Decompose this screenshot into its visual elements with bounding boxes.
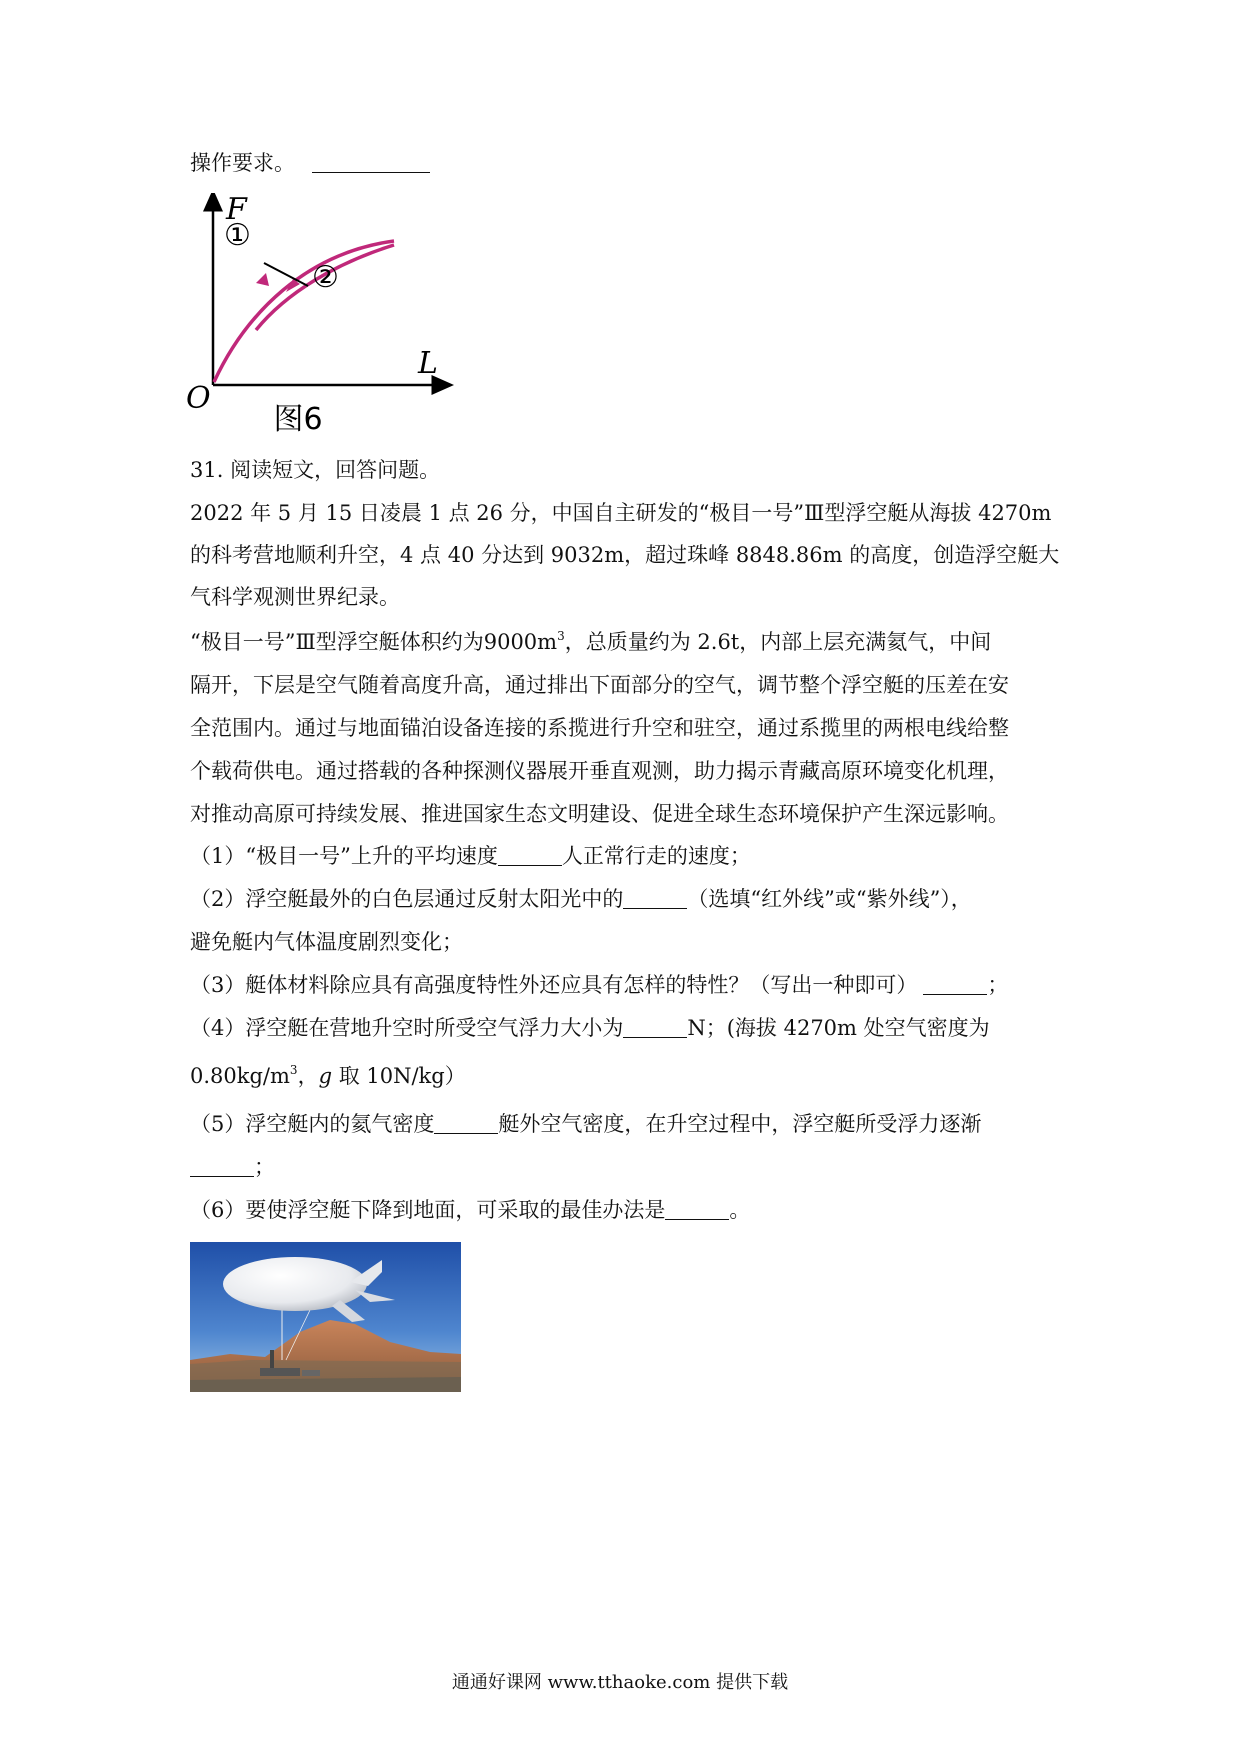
paragraph1-line1: 2022 年 5 月 15 日凌晨 1 点 26 分，中国自主研发的“极目一号”Ⅲ型浮空艇从海拔 4270m	[190, 501, 1052, 525]
question-2-cont: 避免艇内气体温度剧烈变化；	[190, 930, 463, 954]
airship-photo	[190, 1242, 461, 1392]
curve-1-label: ①	[224, 218, 251, 253]
question-5	[190, 1109, 981, 1139]
origin-label: O	[186, 381, 211, 416]
cubic-superscript: 3	[557, 629, 565, 643]
question-6	[190, 1195, 750, 1225]
curve-2-label: ②	[312, 260, 339, 295]
paragraph1-line3: 气科学观测世界纪录。	[190, 585, 400, 609]
x-axis-label: L	[418, 346, 438, 381]
question-title: 31. 阅读短文，回答问题。	[190, 458, 441, 482]
paragraph2-line1-suffix: ，总质量约为 2.6t，内部上层充满氦气，中间	[564, 630, 992, 654]
figure-caption: 图6	[273, 402, 323, 437]
ground-vehicle	[302, 1370, 320, 1376]
cubic-superscript-2: 3	[289, 1063, 298, 1077]
paragraph2-line1-prefix: “极目一号”Ⅲ型浮空艇体积约为9000m	[190, 630, 558, 654]
answer-blank	[312, 150, 430, 173]
question-1-text: （1）“极目一号”上升的平均速度	[190, 844, 498, 868]
question-2	[190, 884, 972, 914]
question-1-text-end: 人正常行走的速度；	[561, 844, 751, 868]
question-4	[190, 1013, 990, 1043]
question-6-text: （6）要使浮空艇下降到地面，可采取的最佳办法是	[190, 1198, 666, 1222]
answer-blank-5b	[190, 1154, 254, 1177]
question-2-text-end: （选填“红外线”或“紫外线”），	[687, 887, 972, 911]
curve-1	[214, 241, 394, 382]
paragraph2-line2: 隔开，下层是空气随着高度升高，通过排出下面部分的空气，调节整个浮空艇的压差在安	[190, 673, 1009, 697]
paragraph2-line5: 对推动高原可持续发展、推进国家生态文明建设、促进全球生态环境保护产生深远影响。	[190, 802, 1009, 826]
airship-hull	[223, 1257, 367, 1311]
question-4-cont	[190, 1061, 466, 1091]
question-5-text-end: ；	[254, 1155, 275, 1179]
paragraph1-line2: 的科考营地顺利升空，4 点 40 分达到 9032m，超过珠峰 8848.86m 的高度，创造浮空艇大	[190, 543, 1060, 567]
g-symbol: g	[318, 1064, 333, 1088]
question-2-text: （2）浮空艇最外的白色层通过反射太阳光中的	[190, 887, 624, 911]
paragraph2-line1	[190, 627, 991, 657]
figure-6	[186, 193, 466, 443]
question-3-text: （3）艇体材料除应具有高强度特性外还应具有怎样的特性？（写出一种即可）	[190, 973, 918, 997]
question-4-text: （4）浮空艇在营地升空时所受空气浮力大小为	[190, 1016, 624, 1040]
question-5-text: （5）浮空艇内的氦气密度	[190, 1112, 435, 1136]
comma: ，	[297, 1064, 319, 1088]
question-5-cont	[190, 1152, 275, 1182]
top-text: 操作要求。	[190, 151, 295, 175]
answer-blank-3	[923, 972, 987, 995]
answer-blank-1	[498, 843, 562, 866]
top-text-line	[190, 148, 430, 178]
paragraph2-line3: 全范围内。通过与地面锚泊设备连接的系揽进行升空和驻空，通过系揽里的两根电线给整	[190, 716, 1009, 740]
curve-1-arrow-icon	[256, 273, 269, 286]
air-density-value: 0.80kg/m	[190, 1064, 290, 1088]
y-axis-label: F	[226, 193, 247, 227]
question-1	[190, 841, 751, 871]
answer-blank-4	[623, 1015, 687, 1038]
answer-blank-6	[665, 1197, 729, 1220]
g-value: 取 10N/kg）	[332, 1064, 466, 1088]
paragraph2-line4: 个载荷供电。通过搭载的各种探测仪器展开垂直观测，助力揭示青藏高原环境变化机理，	[190, 759, 1009, 783]
question-3-text-end: ；	[987, 973, 1009, 997]
answer-blank-2	[623, 886, 687, 909]
question-5-text-mid: 艇外空气密度，在升空过程中，浮空艇所受浮力逐渐	[498, 1112, 982, 1136]
question-6-text-end: 。	[729, 1198, 751, 1222]
footer: 通通好课网 www.tthaoke.com 提供下载	[451, 1672, 789, 1693]
question-4-text-end: N；(海拔 4270m 处空气密度为	[687, 1016, 990, 1040]
answer-blank-5a	[434, 1111, 498, 1134]
anchor-vehicle	[260, 1368, 300, 1376]
question-3	[190, 970, 1008, 1000]
